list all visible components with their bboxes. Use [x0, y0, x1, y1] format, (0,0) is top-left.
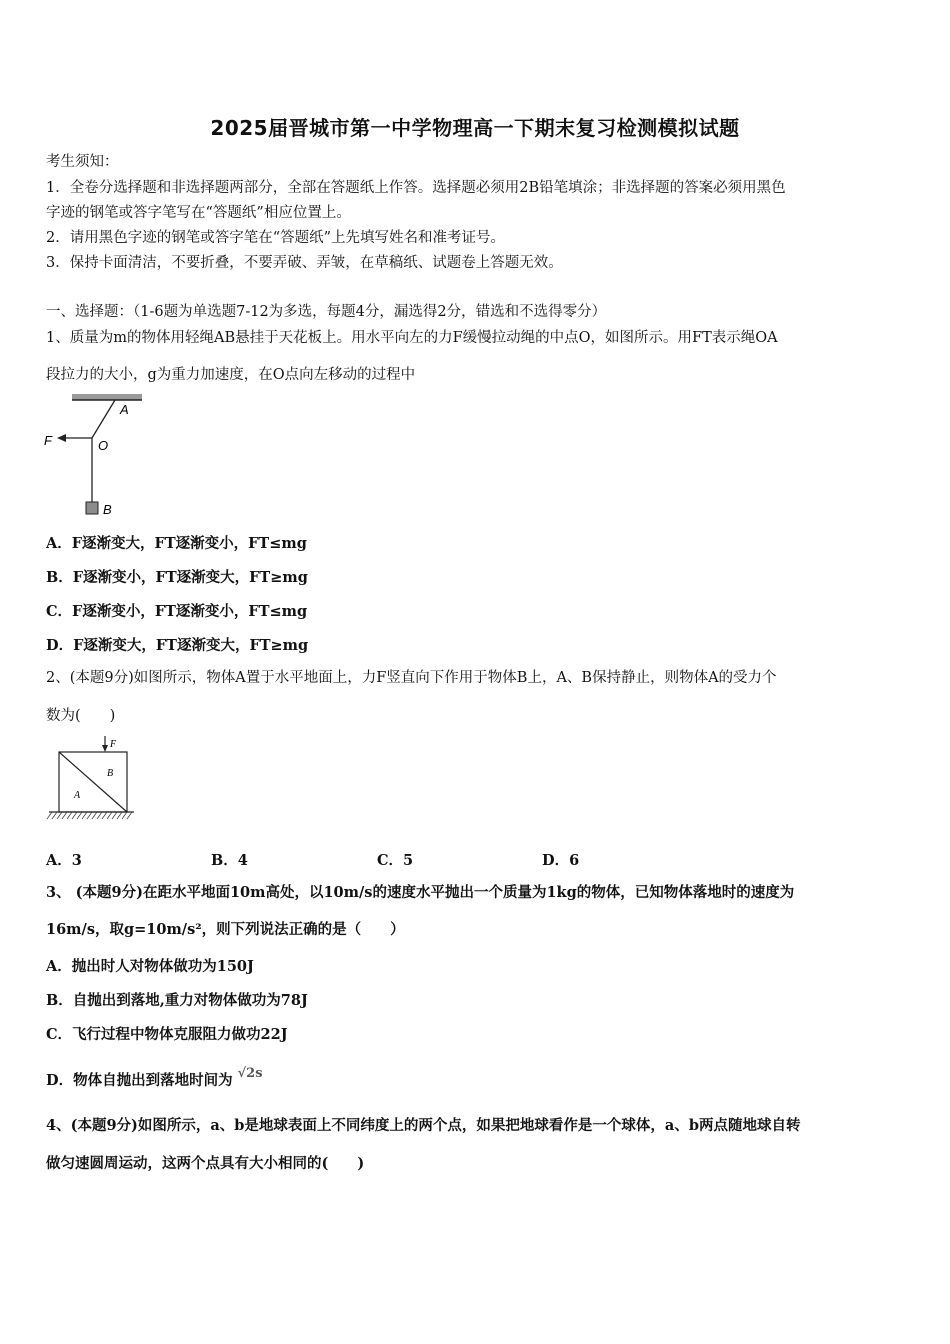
diagonal-split [59, 752, 127, 812]
q3-option-d[interactable] [46, 1066, 263, 1090]
q2-stem-line2: 数为( ) [46, 708, 116, 724]
rope-oa [92, 400, 115, 438]
label-a: A [120, 402, 129, 417]
label-f: F [110, 739, 117, 750]
q1-stem-line1: 1、质量为m的物体用轻绳AB悬挂于天花板上。用水平向左的力F缓慢拉动绳的中点O，如图所示。用FT表示绳OA [46, 330, 778, 346]
q3-stem-line2: 16m/s，取g=10m/s²，则下列说法正确的是（ ） [46, 921, 405, 938]
notice-heading: 考生须知： [46, 154, 119, 170]
q3-stem-line1: 3、 (本题9分)在距水平地面10m高处，以10m/s的速度水平抛出一个质量为1kg的物体，已知物体落地时的速度为 [46, 884, 795, 901]
sqrt-expression: √2s [237, 1066, 263, 1081]
q1-option-d[interactable]: D．F逐渐变大，FT逐渐变大，FT≥mg [46, 637, 309, 654]
q1-option-b[interactable]: B．F逐渐变小，FT逐渐变大，FT≥mg [46, 569, 308, 586]
q2-option-d[interactable]: D．6 [542, 852, 580, 869]
label-o: O [98, 438, 109, 453]
q2-option-a[interactable]: A．3 [46, 852, 82, 869]
q1-option-c[interactable]: C．F逐渐变小，FT逐渐变小，FT≤mg [46, 603, 308, 620]
q4-stem-line1: 4、(本题9分)如图所示，a、b是地球表面上不同纬度上的两个点，如果把地球看作是一个球体，a、b两点随地球自转 [46, 1117, 801, 1134]
page-title: 2025届晋城市第一中学物理高一下期末复习检测模拟试题 [210, 116, 740, 140]
q3-option-c[interactable]: C．飞行过程中物体克服阻力做功22J [46, 1026, 288, 1043]
ground-hatch [47, 812, 132, 819]
notice-item: 3．保持卡面清洁，不要折叠，不要弄破、弄皱，在草稿纸、试题卷上答题无效。 [46, 255, 563, 271]
q2-figure [44, 732, 144, 824]
q3-option-b[interactable]: B．自抛出到落地,重力对物体做功为78J [46, 992, 308, 1009]
label-b: B [107, 768, 114, 779]
q3-option-d-text: D．物体自抛出到落地时间为 [46, 1072, 233, 1089]
block-b [86, 502, 98, 514]
notice-item: 字迹的钢笔或答字笔写在“答题纸”相应位置上。 [46, 205, 351, 221]
ceiling [72, 394, 142, 400]
label-a: A [74, 790, 81, 801]
q4-stem-line2: 做匀速圆周运动，这两个点具有大小相同的( ) [46, 1155, 365, 1172]
section-heading: 一、选择题：（1-6题为单选题7-12为多选，每题4分，漏选得2分，错选和不选得零分） [46, 304, 607, 320]
q1-figure [40, 390, 160, 520]
q3-option-a[interactable]: A．抛出时人对物体做功为150J [46, 958, 254, 975]
label-f: F [44, 433, 52, 448]
q1-option-a[interactable]: A．F逐渐变大，FT逐渐变小，FT≤mg [46, 535, 307, 552]
notice-item: 1．全卷分选择题和非选择题两部分，全部在答题纸上作答。选择题必须用2B铅笔填涂；非选择题的答案必须用黑色 [46, 180, 786, 196]
q2-option-c[interactable]: C．5 [377, 852, 414, 869]
q2-option-b[interactable]: B．4 [211, 852, 248, 869]
notice-item: 2．请用黑色字迹的钢笔或答字笔在“答题纸”上先填写姓名和准考证号。 [46, 230, 506, 246]
q2-stem-line1: 2、(本题9分)如图所示，物体A置于水平地面上，力F竖直向下作用于物体B上，A、B保持静止，则物体A的受力个 [46, 670, 777, 686]
label-b: B [103, 502, 112, 517]
q1-stem-line2: 段拉力的大小，g为重力加速度，在O点向左移动的过程中 [46, 367, 416, 383]
